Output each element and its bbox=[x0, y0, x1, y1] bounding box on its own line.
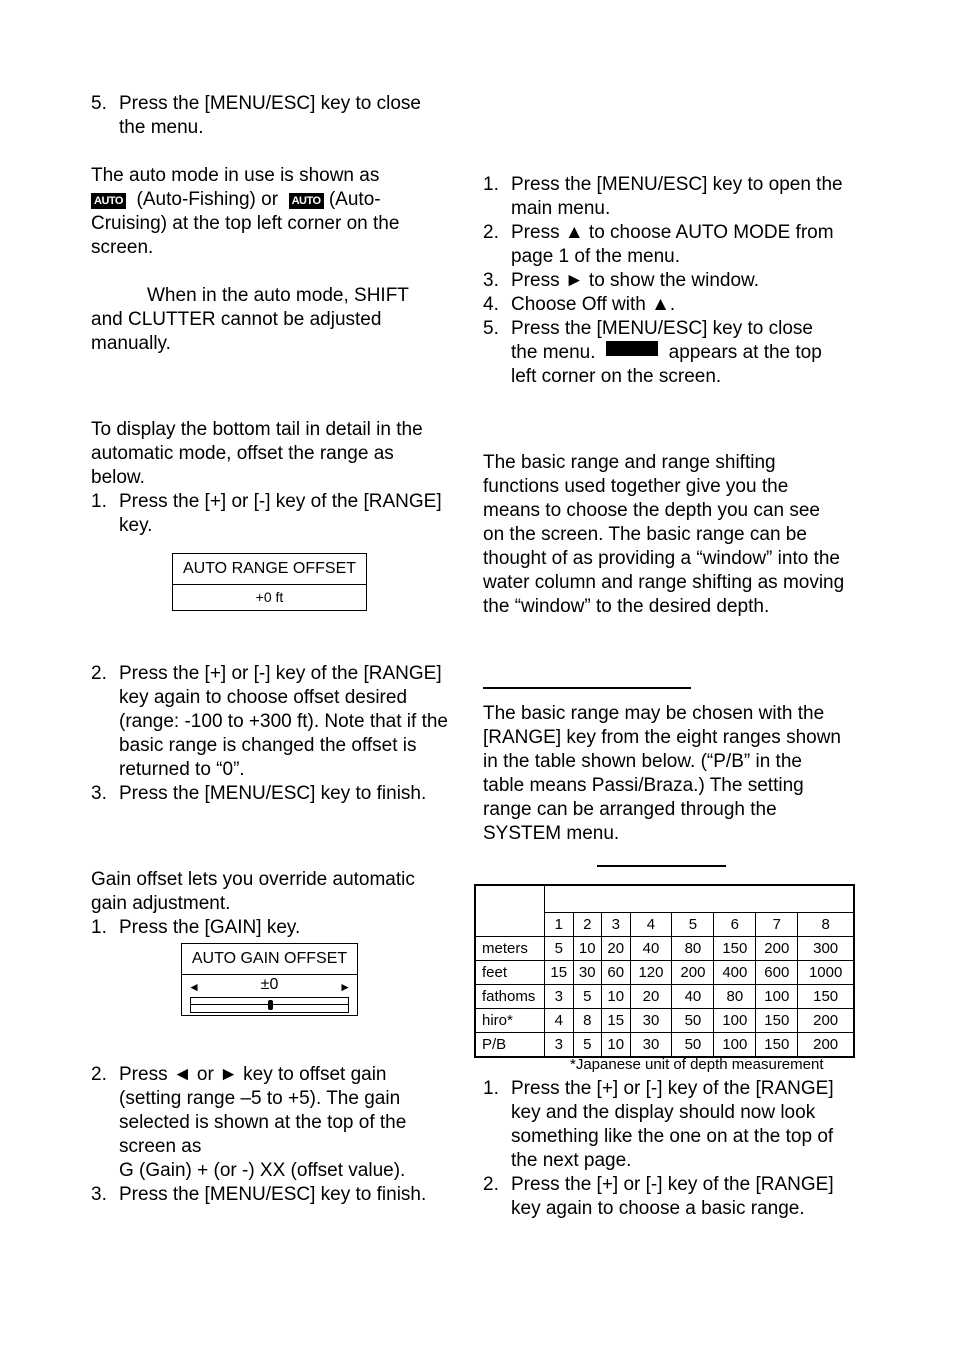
step-text: appears at the top left corner on the screen. bbox=[511, 342, 822, 387]
row-label: hiro* bbox=[475, 1009, 545, 1033]
table-cell: 30 bbox=[630, 1009, 672, 1033]
column-header: 6 bbox=[714, 913, 756, 937]
column-header: 4 bbox=[630, 913, 672, 937]
arrow-left-icon: ◄ bbox=[188, 980, 200, 994]
left-step5 bbox=[91, 92, 446, 140]
heading-underline bbox=[483, 687, 691, 689]
table-cell: 20 bbox=[630, 985, 672, 1009]
gain-box-title: AUTO GAIN OFFSET bbox=[182, 944, 357, 975]
gain-intro: Gain offset lets you override automatic gain adjustment. bbox=[91, 869, 415, 914]
basic-range-text: The basic range and range shifting functions used together give you the means to choose the depth you can see on the screen. The basic range can be thought of as providing a “window” into the water column and range shifting as moving the “window” to the desired depth. bbox=[483, 452, 845, 617]
table-corner-cell bbox=[475, 885, 545, 937]
step-number: 5. bbox=[91, 93, 107, 114]
table-cell: 120 bbox=[630, 961, 672, 985]
table-cell: 5 bbox=[573, 985, 602, 1009]
step-text: Press the [MENU/ESC] key to open the main menu. bbox=[511, 174, 843, 219]
gain-slider-knob bbox=[268, 1000, 273, 1010]
table-row bbox=[475, 1033, 854, 1058]
table-cell: 60 bbox=[602, 961, 631, 985]
step-text: Press the [MENU/ESC] key to close the menu. bbox=[511, 318, 813, 363]
table-cell: 10 bbox=[602, 1033, 631, 1058]
auto-cruising-label: (Auto-Cruising) at the top left corner on the screen. bbox=[91, 189, 400, 258]
table-cell: 40 bbox=[630, 937, 672, 961]
table-cell: 100 bbox=[714, 1009, 756, 1033]
cancel-auto-steps bbox=[483, 173, 843, 389]
table-cell: 15 bbox=[545, 961, 574, 985]
table-cell: 150 bbox=[756, 1033, 798, 1058]
gain-intro-paragraph bbox=[91, 868, 446, 940]
basic-range-paragraph bbox=[483, 451, 845, 619]
table-cell: 400 bbox=[714, 961, 756, 985]
gain-steps-2 bbox=[91, 1063, 451, 1207]
step-number: 3. bbox=[483, 270, 499, 291]
table-cell: 300 bbox=[798, 937, 854, 961]
step-number bbox=[91, 1159, 119, 1183]
table-cell: 20 bbox=[602, 937, 631, 961]
table-row bbox=[475, 961, 854, 985]
column-header: 1 bbox=[545, 913, 574, 937]
range-box-title: AUTO RANGE OFFSET bbox=[173, 554, 366, 585]
table-cell: 200 bbox=[798, 1009, 854, 1033]
step-text: Press the [MENU/ESC] key to finish. bbox=[119, 783, 427, 804]
table-cell: 3 bbox=[545, 985, 574, 1009]
row-label: meters bbox=[475, 937, 545, 961]
step-number: 5. bbox=[483, 318, 499, 339]
auto-mode-paragraph bbox=[91, 164, 446, 260]
offset-intro: To display the bottom tail in detail in the automatic mode, offset the range as below. bbox=[91, 419, 423, 488]
step-number: 1. bbox=[91, 491, 107, 512]
auto-gain-offset-box bbox=[181, 943, 358, 1016]
step-text: Press the [+] or [-] key of the [RANGE] key again to choose offset desired (range: -100 to +300 ft). Note that if the basic range is changed the offset is returned to “0”. bbox=[119, 663, 449, 780]
step-text: Press the [MENU/ESC] key to close the menu. bbox=[119, 93, 421, 138]
step-text: Press the [+] or [-] key of the [RANGE] key again to choose a basic range. bbox=[511, 1174, 834, 1219]
table-cell: 5 bbox=[545, 937, 574, 961]
table-cell: 600 bbox=[756, 961, 798, 985]
table-cell: 100 bbox=[714, 1033, 756, 1058]
table-cell: 15 bbox=[602, 1009, 631, 1033]
final-steps bbox=[483, 1077, 845, 1221]
step-text: Press ▲ to choose AUTO MODE from page 1 of the menu. bbox=[511, 222, 834, 267]
step-number: 1. bbox=[91, 917, 107, 938]
step-text: Choose Off with ▲. bbox=[511, 294, 676, 315]
choose-range-text: The basic range may be chosen with the [RANGE] key from the eight ranges shown in the table shown below. (“P/B” in the table means Passi/Braza.) The setting range can be arranged through the SYSTEM menu. bbox=[483, 703, 841, 844]
table-footnote: *Japanese unit of depth measurement bbox=[570, 1056, 824, 1073]
table-cell: 50 bbox=[672, 1009, 714, 1033]
offset-intro-paragraph bbox=[91, 418, 446, 538]
gain-slider-track bbox=[190, 997, 349, 1013]
step-number: 4. bbox=[483, 294, 499, 315]
step-text: Press ► to show the window. bbox=[511, 270, 759, 291]
auto-range-offset-box bbox=[172, 553, 367, 611]
auto-fishing-icon: AUTO bbox=[91, 193, 126, 209]
row-label: feet bbox=[475, 961, 545, 985]
table-cell: 100 bbox=[756, 985, 798, 1009]
table-header-row bbox=[475, 885, 854, 913]
auto-mode-intro: The auto mode in use is shown as bbox=[91, 165, 380, 186]
step-text: G (Gain) + (or -) XX (offset value). bbox=[119, 1160, 406, 1181]
step-number: 3. bbox=[91, 1184, 107, 1205]
range-steps-2 bbox=[91, 662, 451, 806]
table-cell: 150 bbox=[798, 985, 854, 1009]
note-text: When in the auto mode, SHIFT and CLUTTER cannot be adjusted manually. bbox=[91, 285, 409, 354]
step-text: Press the [+] or [-] key of the [RANGE] key. bbox=[119, 491, 442, 536]
table-cell: 8 bbox=[573, 1009, 602, 1033]
table-cell: 50 bbox=[672, 1033, 714, 1058]
table-cell: 200 bbox=[798, 1033, 854, 1058]
choose-range-paragraph bbox=[483, 702, 845, 846]
table-cell: 80 bbox=[672, 937, 714, 961]
table-group-header bbox=[545, 885, 855, 913]
table-cell: 150 bbox=[756, 1009, 798, 1033]
blank-indicator-bar bbox=[606, 341, 658, 356]
table-cell: 10 bbox=[573, 937, 602, 961]
step-number: 1. bbox=[483, 174, 499, 195]
auto-fishing-label: (Auto-Fishing) or bbox=[136, 189, 279, 210]
step-number: 2. bbox=[483, 222, 499, 243]
table-cell: 10 bbox=[602, 985, 631, 1009]
step-number: 3. bbox=[91, 783, 107, 804]
table-row bbox=[475, 1009, 854, 1033]
step-text: Press ◄ or ► key to offset gain (setting range –5 to +5). The gain selected is shown at the top of the screen as bbox=[119, 1064, 407, 1157]
step-number: 2. bbox=[91, 1064, 107, 1085]
row-label: fathoms bbox=[475, 985, 545, 1009]
table-cell: 3 bbox=[545, 1033, 574, 1058]
table-row bbox=[475, 985, 854, 1009]
arrow-right-icon: ► bbox=[339, 980, 351, 994]
step-text: Press the [MENU/ESC] key to finish. bbox=[119, 1184, 427, 1205]
row-label: P/B bbox=[475, 1033, 545, 1058]
note-paragraph bbox=[91, 284, 436, 356]
table-row bbox=[475, 937, 854, 961]
table-cell: 30 bbox=[573, 961, 602, 985]
table-cell: 200 bbox=[672, 961, 714, 985]
step-number: 2. bbox=[483, 1174, 499, 1195]
table-cell: 4 bbox=[545, 1009, 574, 1033]
table-cell: 1000 bbox=[798, 961, 854, 985]
table-title-underline bbox=[597, 865, 726, 867]
gain-slider bbox=[182, 975, 357, 1015]
step-number: 2. bbox=[91, 663, 107, 684]
table-cell: 200 bbox=[756, 937, 798, 961]
gain-box-value: ±0 bbox=[260, 976, 279, 993]
step-number: 1. bbox=[483, 1078, 499, 1099]
range-box-value: +0 ft bbox=[255, 589, 284, 605]
column-header: 5 bbox=[672, 913, 714, 937]
column-header: 3 bbox=[602, 913, 631, 937]
table-cell: 30 bbox=[630, 1033, 672, 1058]
auto-cruising-icon: AUTO bbox=[289, 193, 324, 209]
table-cell: 80 bbox=[714, 985, 756, 1009]
column-header: 7 bbox=[756, 913, 798, 937]
column-header: 8 bbox=[798, 913, 854, 937]
column-header: 2 bbox=[573, 913, 602, 937]
step-text: Press the [+] or [-] key of the [RANGE] key and the display should now look something like the one on at the top of the next page. bbox=[511, 1078, 834, 1171]
table-cell: 150 bbox=[714, 937, 756, 961]
table-cell: 5 bbox=[573, 1033, 602, 1058]
range-table bbox=[474, 884, 855, 1058]
step-text: Press the [GAIN] key. bbox=[119, 917, 301, 938]
table-cell: 40 bbox=[672, 985, 714, 1009]
